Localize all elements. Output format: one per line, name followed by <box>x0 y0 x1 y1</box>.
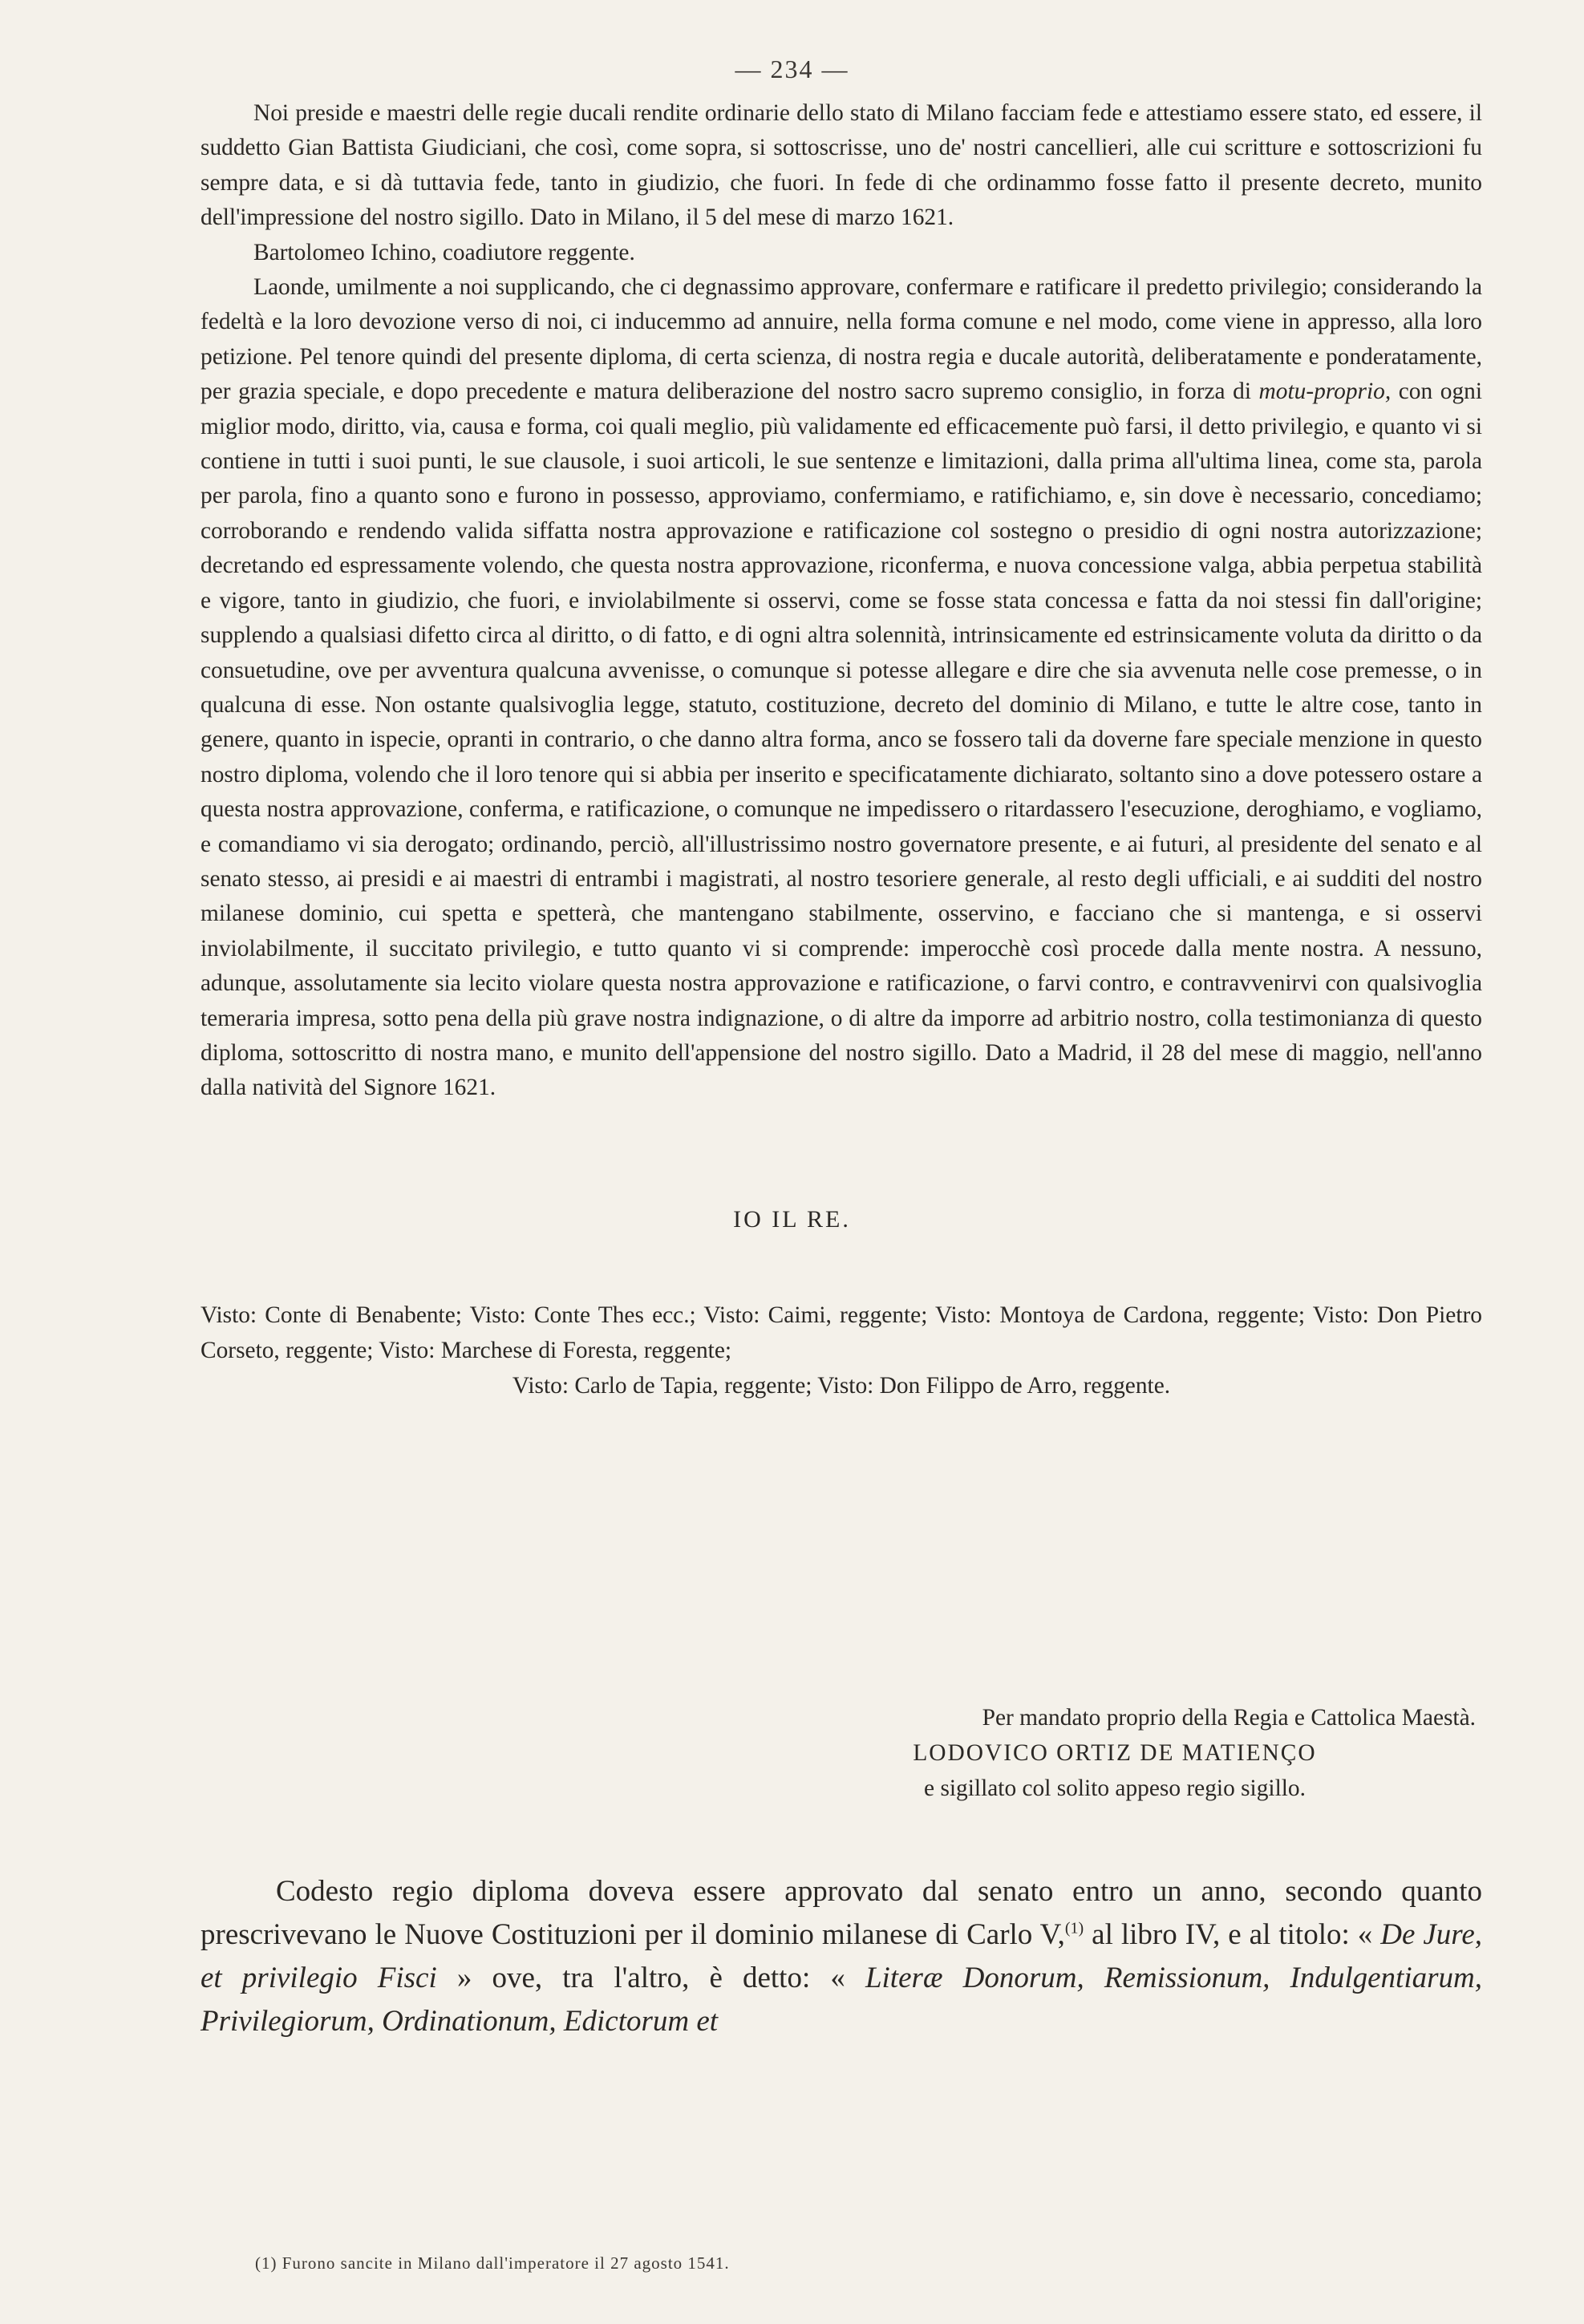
visti-line-2: Visto: Carlo de Tapia, reggente; Visto: Don Filippo de Arro, reggente. <box>512 1373 1171 1399</box>
main-text-italic: motu-proprio, <box>1258 379 1392 405</box>
main-text-part1: Laonde, umilmente a noi supplicando, che ci degnassimo approvare, confermare e ratificare il predetto privilegio; considerando la fedeltà e la loro devozione verso di noi, ci inducemmo ad annuire, nella forma comune e nel modo, come viene in appresso, alla loro petizione. Pel tenore quindi del presente diploma, di certa scienza, di nostra regia e ducale autorità, deliberatamente e ponderatamente, per grazia speciale, e dopo precedente e matura deliberazione del nostro sacro supremo consiglio, in forza di <box>201 274 1482 405</box>
diploma-text <box>201 96 1482 1106</box>
mandato-line-3: e sigillato col solito appeso regio sigillo. <box>924 1775 1306 1801</box>
mandato-line-2: LODOVICO ORTIZ DE MATIENÇO <box>913 1740 1317 1766</box>
mandato-line-1: Per mandato proprio della Regia e Cattolica Maestà. <box>982 1705 1476 1731</box>
commentary-paragraph <box>201 1870 1482 2043</box>
footnote: (1) Furono sancite in Milano dall'imperatore il 27 agosto 1541. <box>255 2253 730 2273</box>
commentary-italic-title: De Jure, et privilegio Fisci <box>201 1918 1483 1994</box>
royal-signature: IO IL RE. <box>733 1206 851 1233</box>
main-text-part2: con ogni miglior modo, diritto, via, causa e forma, coi quali meglio, più validamente ed efficacemente può farsi, il detto privilegio, e quanto vi si contiene in tutti i suoi punti, le sue clausole, i suoi articoli, le sue sentenze e limitazioni, dalla prima all'ultima linea, come sta, parola per parola, fino a quanto sono e furono in possesso, approviamo, confermiamo, e ratifichiamo, e, sin dove è necessario, concediamo; corroborando e rendendo valida siffatta nostra approvazione e ratificazione col sostegno o presidio di ogni nostra autorizzazione; decretando ed espressamente volendo, che questa nostra approvazione, riconferma, e nuova concessione valga, abbia perpetua stabilità e vigore, tanto in giudizio, che fuori, e inviolabilmente si osservi, come se fosse stata concessa e fatta da noi stessi fin dall'origine; supplendo a qualsiasi difetto circa al diritto, o di fatto, e di ogni altra solennità, intrinsicamente ed estrinsicamente voluta da diritto o da consuetudine, ove per avventura qualcuna avvenisse, o comunque si potesse allegare e dire che sia avvenuta nelle cose premesse, o in qualcuna di esse. Non ostante qualsivoglia legge, statuto, costituzione, decreto del dominio di Milano, e tutte le altre cose, tanto in genere, quanto in ispecie, opranti in contrario, o che danno altra forma, anco se fossero tali da doverne fare speciale menzione in questo nostro diploma, volendo che il loro tenore qui si abbia per inserito e specificatamente dichiarato, soltanto sino a dove potessero ostare a questa nostra approvazione, conferma, e ratificazione, o comunque ne impedissero o ritardassero l'esecuzione, deroghiamo, e vogliamo, e comandiamo vi sia derogato; ordinando, perciò, all'illustrissimo nostro governatore presente, e ai futuri, al presidente del senato e al senato stesso, ai presidi e ai maestri di entrambi i magistrati, al nostro tesoriere generale, al resto degli ufficiali, e ai sudditi del nostro milanese dominio, cui spetta e spetterà, che mantengano stabilmente, osservino, e facciano che si mantenga, e si osservi inviolabilmente, il succitato privilegio, e tutto quanto vi si comprende: imperocchè così procede dalla mente nostra. A nessuno, adunque, assolutamente sia lecito violare questa nostra approvazione e ratificazione, o farvi contro, e contravvenirvi con qualsivoglia temeraria impresa, sotto pena della più grave nostra indignazione, o di altre da imporre ad arbitrio nostro, colla testimonianza di questo diploma, sottoscritto di nostra mano, e munito dell'appensione del nostro sigillo. Dato a Madrid, il 28 del mese di maggio, nell'anno dalla natività del Signore 1621. <box>201 379 1482 1101</box>
visti-line-1: Visto: Conte di Benabente; Visto: Conte Thes ecc.; Visto: Caimi, reggente; Visto: Montoya de Cardona, reggente; Visto: Don Pietro Corseto, reggente; Visto: Marchese di Foresta, reggente; <box>201 1302 1482 1363</box>
commentary-part1: Codesto regio diploma doveva essere approvato dal senato entro un anno, secondo quanto prescrivevano le Nuove Costituzioni per il dominio milanese di Carlo V, <box>201 1875 1482 1951</box>
commentary-italic-quote: Literæ Donorum, Remissionum, Indulgentiarum, Privilegiorum, Ordinationum, Edictorum et <box>201 1962 1482 2038</box>
paragraph-attestation: Noi preside e maestri delle regie ducali rendite ordinarie dello stato di Milano facciam fede e attestiamo essere stato, ed essere, il suddetto Gian Battista Giudiciani, che così, come sopra, si sottoscrisse, uno de' nostri cancellieri, alle cui scritture e sottoscrizioni fu sempre data, e si dà tuttavia fede, tanto in giudizio, che fuori. In fede di che ordinammo fosse fatto il presente decreto, munito dell'impressione del nostro sigillo. Dato in Milano, il 5 del mese di marzo 1621. <box>201 100 1482 231</box>
paragraph-main <box>201 270 1482 1106</box>
mandato-block <box>754 1700 1476 1806</box>
commentary-text <box>201 1870 1482 2043</box>
paragraph-signature-ichino: Bartolomeo Ichino, coadiutore reggente. <box>253 239 635 265</box>
commentary-part3: » ove, tra l'altro, è detto: « <box>436 1962 865 1994</box>
footnote-reference: (1) <box>1064 1919 1084 1937</box>
commentary-part2: al libro IV, e al titolo: « <box>1084 1918 1381 1951</box>
page-number: — 234 — <box>735 55 849 83</box>
visti-block <box>201 1298 1482 1403</box>
